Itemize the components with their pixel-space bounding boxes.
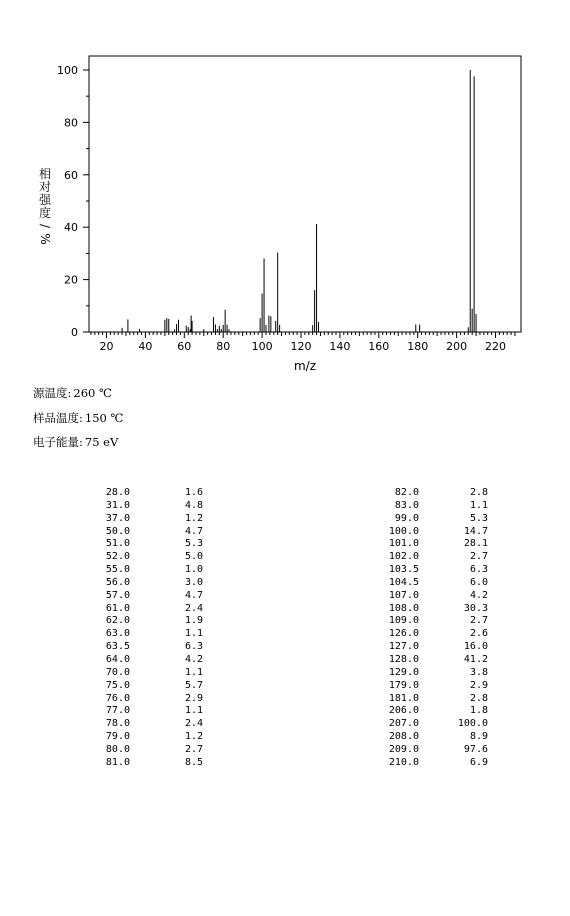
table-row xyxy=(377,577,488,590)
mz-cell: 76.0 xyxy=(105,692,130,704)
x-tick-label: 120 xyxy=(290,340,312,353)
table-row xyxy=(377,693,488,706)
mz-cell: 37.0 xyxy=(105,512,130,524)
mz-cell: 207.0 xyxy=(388,718,419,730)
abundance-cell: 8.5 xyxy=(184,756,203,768)
abundance-cell: 2.9 xyxy=(469,679,488,691)
mz-cell: 77.0 xyxy=(105,705,130,717)
abundance-cell: 2.7 xyxy=(469,615,488,627)
y-label-char: 度 xyxy=(38,206,52,220)
x-tick-label: 160 xyxy=(368,340,390,353)
abundance-cell: 2.8 xyxy=(469,692,488,704)
table-row xyxy=(377,538,488,551)
table-row xyxy=(377,667,488,680)
mz-cell: 55.0 xyxy=(105,564,130,576)
mz-cell: 79.0 xyxy=(105,731,130,743)
mz-cell: 206.0 xyxy=(388,705,419,717)
table-row xyxy=(377,500,488,513)
x-tick-label: 40 xyxy=(138,340,153,353)
abundance-cell: 2.4 xyxy=(184,718,203,730)
mz-cell: 101.0 xyxy=(388,538,419,550)
table-row xyxy=(100,590,203,603)
y-tick-label: 0 xyxy=(71,326,78,339)
abundance-cell: 41.2 xyxy=(463,653,488,665)
abundance-cell: 4.2 xyxy=(184,653,203,665)
y-label-char: / xyxy=(38,223,52,229)
x-tick-label: 140 xyxy=(329,340,351,353)
mz-cell: 57.0 xyxy=(105,589,130,601)
mz-cell: 179.0 xyxy=(388,679,419,691)
table-row xyxy=(377,487,488,500)
mz-cell: 61.0 xyxy=(105,602,130,614)
mz-cell: 31.0 xyxy=(105,499,130,511)
table-row xyxy=(100,603,203,616)
abundance-cell: 6.9 xyxy=(469,756,488,768)
x-tick-label: 20 xyxy=(99,340,114,353)
table-row xyxy=(100,577,203,590)
electron-energy-value: 75 eV xyxy=(84,435,119,449)
x-tick-label: 200 xyxy=(446,340,468,353)
table-row xyxy=(100,667,203,680)
abundance-cell: 4.2 xyxy=(469,589,488,601)
abundance-cell: 2.7 xyxy=(469,551,488,563)
abundance-cell: 30.3 xyxy=(463,602,488,614)
abundance-cell: 1.6 xyxy=(184,487,203,498)
source-temperature xyxy=(33,385,112,401)
y-tick-label: 60 xyxy=(64,168,78,182)
spectrum-bars xyxy=(122,70,476,332)
mz-cell: 83.0 xyxy=(394,499,419,511)
abundance-cell: 14.7 xyxy=(463,525,488,537)
x-tick-label: 220 xyxy=(485,340,507,353)
abundance-cell: 1.1 xyxy=(184,666,203,678)
abundance-cell: 1.1 xyxy=(184,705,203,717)
abundance-cell: 2.8 xyxy=(469,487,488,498)
abundance-cell: 1.1 xyxy=(184,628,203,640)
mz-cell: 209.0 xyxy=(388,743,419,755)
table-row xyxy=(377,564,488,577)
mz-cell: 70.0 xyxy=(105,666,130,678)
table-row xyxy=(100,487,203,500)
y-tick-label: 100 xyxy=(57,64,78,77)
abundance-cell: 1.0 xyxy=(184,564,203,576)
abundance-cell: 1.8 xyxy=(469,705,488,717)
abundance-cell: 5.7 xyxy=(184,679,203,691)
table-row xyxy=(100,705,203,718)
abundance-cell: 28.1 xyxy=(463,538,488,550)
table-row xyxy=(100,526,203,539)
abundance-cell: 1.1 xyxy=(469,499,488,511)
abundance-cell: 1.2 xyxy=(184,512,203,524)
mz-cell: 129.0 xyxy=(388,666,419,678)
source-temp-label: 源温度: xyxy=(33,386,72,400)
table-row xyxy=(100,693,203,706)
table-row xyxy=(377,705,488,718)
table-row xyxy=(377,641,488,654)
mz-cell: 102.0 xyxy=(388,551,419,563)
table-row xyxy=(377,654,488,667)
mz-cell: 109.0 xyxy=(388,615,419,627)
abundance-cell: 5.0 xyxy=(184,551,203,563)
table-row xyxy=(377,680,488,693)
table-row xyxy=(100,731,203,744)
table-row xyxy=(100,641,203,654)
y-axis xyxy=(57,64,89,339)
abundance-cell: 8.9 xyxy=(469,731,488,743)
mz-cell: 80.0 xyxy=(105,743,130,755)
mz-cell: 181.0 xyxy=(388,692,419,704)
abundance-cell: 6.3 xyxy=(469,564,488,576)
mz-cell: 100.0 xyxy=(388,525,419,537)
y-label-char: 对 xyxy=(38,180,52,194)
table-row xyxy=(100,538,203,551)
mz-cell: 104.5 xyxy=(388,576,419,588)
abundance-cell: 4.8 xyxy=(184,499,203,511)
table-row xyxy=(377,513,488,526)
mz-cell: 82.0 xyxy=(394,487,419,498)
mz-cell: 103.5 xyxy=(388,564,419,576)
table-row xyxy=(100,718,203,731)
table-row xyxy=(377,590,488,603)
mz-cell: 78.0 xyxy=(105,718,130,730)
y-label-char: % xyxy=(38,233,52,245)
mz-cell: 64.0 xyxy=(105,653,130,665)
sample-temp-label: 样品温度: xyxy=(33,411,83,425)
mz-cell: 63.5 xyxy=(105,641,130,653)
x-tick-label: 60 xyxy=(177,340,192,353)
abundance-cell: 5.3 xyxy=(184,538,203,550)
source-temp-value: 260 ℃ xyxy=(73,386,112,400)
mz-cell: 51.0 xyxy=(105,538,130,550)
table-row xyxy=(377,757,488,770)
y-axis-label xyxy=(38,166,52,245)
mz-cell: 62.0 xyxy=(105,615,130,627)
table-row xyxy=(377,551,488,564)
abundance-cell: 6.0 xyxy=(469,576,488,588)
x-tick-label: 180 xyxy=(407,340,429,353)
mz-cell: 208.0 xyxy=(388,731,419,743)
abundance-cell: 4.7 xyxy=(184,525,203,537)
mz-cell: 108.0 xyxy=(388,602,419,614)
y-tick-label: 40 xyxy=(64,221,78,235)
table-row xyxy=(100,628,203,641)
electron-energy-label: 电子能量: xyxy=(33,435,83,449)
table-row xyxy=(377,603,488,616)
y-label-char: 强 xyxy=(38,193,52,207)
table-row xyxy=(377,628,488,641)
table-row xyxy=(377,526,488,539)
x-axis xyxy=(91,332,515,353)
x-tick-label: 80 xyxy=(216,340,231,353)
mz-cell: 28.0 xyxy=(105,487,130,498)
table-row xyxy=(377,615,488,628)
mz-cell: 56.0 xyxy=(105,576,130,588)
abundance-cell: 2.6 xyxy=(469,628,488,640)
peak-table-right xyxy=(377,487,488,770)
abundance-cell: 2.9 xyxy=(184,692,203,704)
x-axis-label: m/z xyxy=(293,359,317,373)
abundance-cell: 97.6 xyxy=(463,743,488,755)
sample-temp-value: 150 ℃ xyxy=(84,411,124,425)
abundance-cell: 5.3 xyxy=(469,512,488,524)
mz-cell: 127.0 xyxy=(388,641,419,653)
abundance-cell: 2.7 xyxy=(184,743,203,755)
abundance-cell: 3.0 xyxy=(184,576,203,588)
mz-cell: 63.0 xyxy=(105,628,130,640)
sample-temperature xyxy=(33,410,123,426)
table-row xyxy=(377,718,488,731)
mz-cell: 126.0 xyxy=(388,628,419,640)
mz-cell: 107.0 xyxy=(388,589,419,601)
y-tick-label: 20 xyxy=(64,273,78,287)
plot-frame xyxy=(89,56,521,332)
mz-cell: 52.0 xyxy=(105,551,130,563)
table-row xyxy=(100,500,203,513)
abundance-cell: 2.4 xyxy=(184,602,203,614)
x-tick-label: 100 xyxy=(251,340,273,353)
table-row xyxy=(100,551,203,564)
table-row xyxy=(100,757,203,770)
y-tick-label: 80 xyxy=(64,116,78,130)
abundance-cell: 1.2 xyxy=(184,731,203,743)
electron-energy xyxy=(33,434,118,450)
table-row xyxy=(100,564,203,577)
mass-spectrum-chart xyxy=(0,0,570,380)
mz-cell: 81.0 xyxy=(105,756,130,768)
peak-table-left xyxy=(100,487,203,770)
abundance-cell: 3.8 xyxy=(469,666,488,678)
mz-cell: 210.0 xyxy=(388,756,419,768)
table-row xyxy=(377,744,488,757)
mz-cell: 99.0 xyxy=(394,512,419,524)
mz-cell: 75.0 xyxy=(105,679,130,691)
table-row xyxy=(100,513,203,526)
table-row xyxy=(100,654,203,667)
table-row xyxy=(100,744,203,757)
abundance-cell: 100.0 xyxy=(457,718,488,730)
abundance-cell: 16.0 xyxy=(463,641,488,653)
mz-cell: 128.0 xyxy=(388,653,419,665)
abundance-cell: 1.9 xyxy=(184,615,203,627)
y-label-char: 相 xyxy=(38,167,52,181)
mz-cell: 50.0 xyxy=(105,525,130,537)
abundance-cell: 6.3 xyxy=(184,641,203,653)
abundance-cell: 4.7 xyxy=(184,589,203,601)
table-row xyxy=(377,731,488,744)
table-row xyxy=(100,615,203,628)
table-row xyxy=(100,680,203,693)
